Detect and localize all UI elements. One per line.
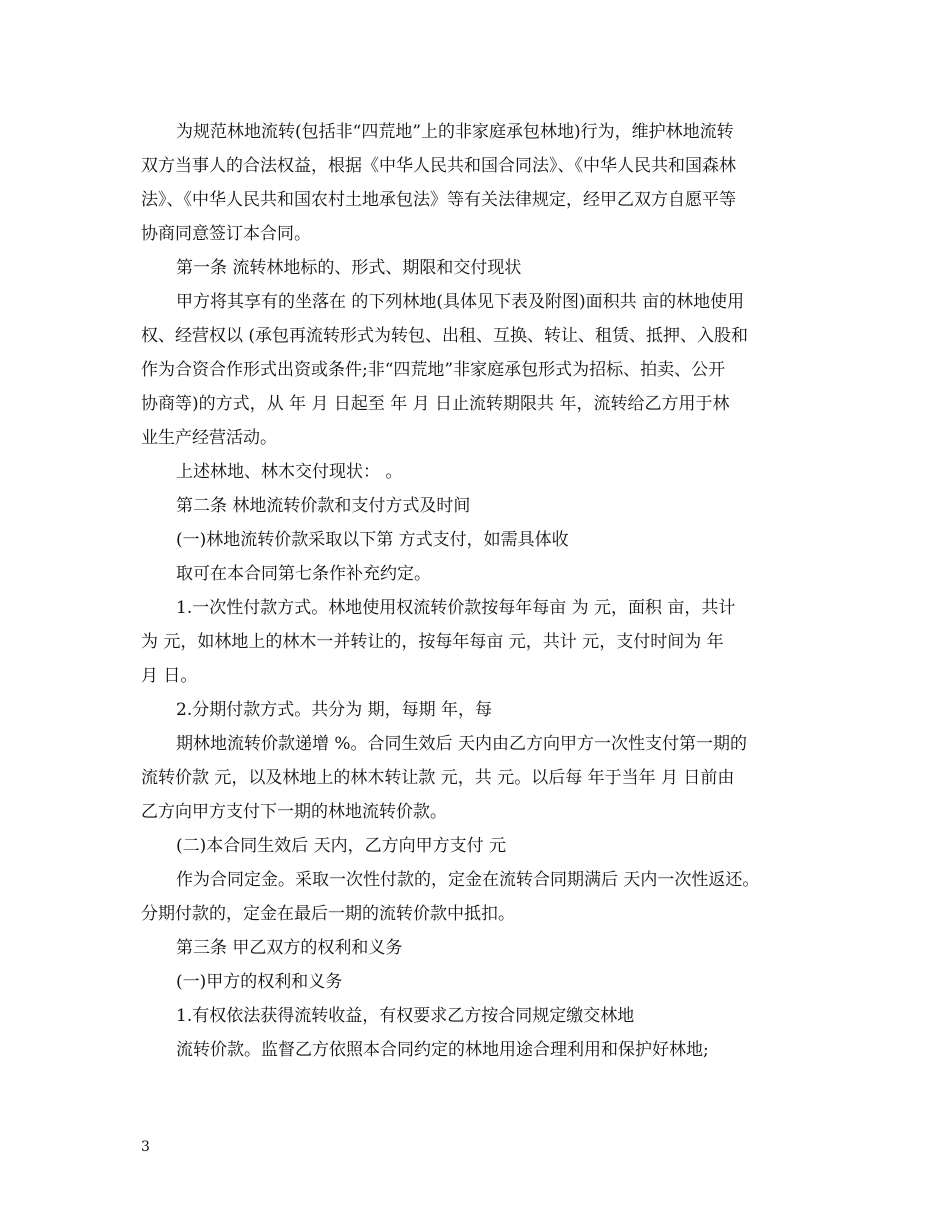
text-line: (一)甲方的权利和义务 bbox=[176, 972, 343, 992]
text-line: 双方当事人的合法权益，根据《中华人民共和国合同法》、《中华人民共和国森林 bbox=[141, 156, 736, 176]
text-line: 1.一次性付款方式。林地使用权流转价款按每年每亩 为 元，面积 亩，共计 bbox=[176, 598, 736, 618]
text-line: 第三条 甲乙双方的权利和义务 bbox=[176, 938, 403, 958]
text-line: 月 日。 bbox=[141, 666, 198, 686]
text-line: 协商同意签订本合同。 bbox=[141, 224, 311, 244]
text-line: 流转价款。监督乙方依照本合同约定的林地用途合理利用和保护好林地; bbox=[176, 1040, 709, 1060]
text-line: 权、经营权以 (承包再流转形式为转包、出租、互换、转让、租赁、抵押、入股和 bbox=[141, 326, 749, 346]
text-line: 作为合资合作形式出资或条件;非“四荒地”非家庭承包形式为招标、拍卖、公开 bbox=[141, 360, 726, 380]
text-line: 期林地流转价款递增 %。合同生效后 天内由乙方向甲方一次性支付第一期的 bbox=[176, 734, 747, 754]
text-line: 上述林地、林木交付现状： 。 bbox=[176, 462, 403, 482]
text-line: 取可在本合同第七条作补充约定。 bbox=[176, 564, 431, 584]
text-line: 2.分期付款方式。共分为 期，每期 年，每 bbox=[176, 700, 493, 720]
text-line: 1.有权依法获得流转收益，有权要求乙方按合同规定缴交林地 bbox=[176, 1006, 635, 1026]
text-line: 第二条 林地流转价款和支付方式及时间 bbox=[176, 496, 471, 516]
text-line: 协商等)的方式，从 年 月 日起至 年 月 日止流转期限共 年，流转给乙方用于林 bbox=[141, 394, 730, 414]
text-line: 甲方将其享有的坐落在 的下列林地(具体见下表及附图)面积共 亩的林地使用 bbox=[176, 292, 745, 312]
text-line: (一)林地流转价款采取以下第 方式支付，如需具体收 bbox=[176, 530, 569, 550]
text-line: 分期付款的，定金在最后一期的流转价款中抵扣。 bbox=[141, 904, 515, 924]
text-line: 业生产经营活动。 bbox=[141, 428, 277, 448]
text-line: 作为合同定金。采取一次性付款的，定金在流转合同期满后 天内一次性返还。 bbox=[176, 870, 760, 890]
text-line: 为规范林地流转(包括非“四荒地”上的非家庭承包林地)行为，维护林地流转 bbox=[176, 122, 734, 142]
text-line: 法》、《中华人民共和国农村土地承包法》等有关法律规定，经甲乙双方自愿平等 bbox=[141, 190, 736, 210]
text-line: (二)本合同生效后 天内，乙方向甲方支付 元 bbox=[176, 836, 507, 856]
text-line: 乙方向甲方支付下一期的林地流转价款。 bbox=[141, 802, 447, 822]
text-line: 流转价款 元，以及林地上的林木转让款 元，共 元。以后每 年于当年 月 日前由 bbox=[141, 768, 735, 788]
text-line: 为 元，如林地上的林木一并转让的，按每年每亩 元，共计 元，支付时间为 年 bbox=[141, 632, 724, 652]
text-line: 第一条 流转林地标的、形式、期限和交付现状 bbox=[176, 258, 522, 278]
page-number: 3 bbox=[141, 1139, 150, 1155]
contract-body bbox=[141, 115, 811, 1067]
